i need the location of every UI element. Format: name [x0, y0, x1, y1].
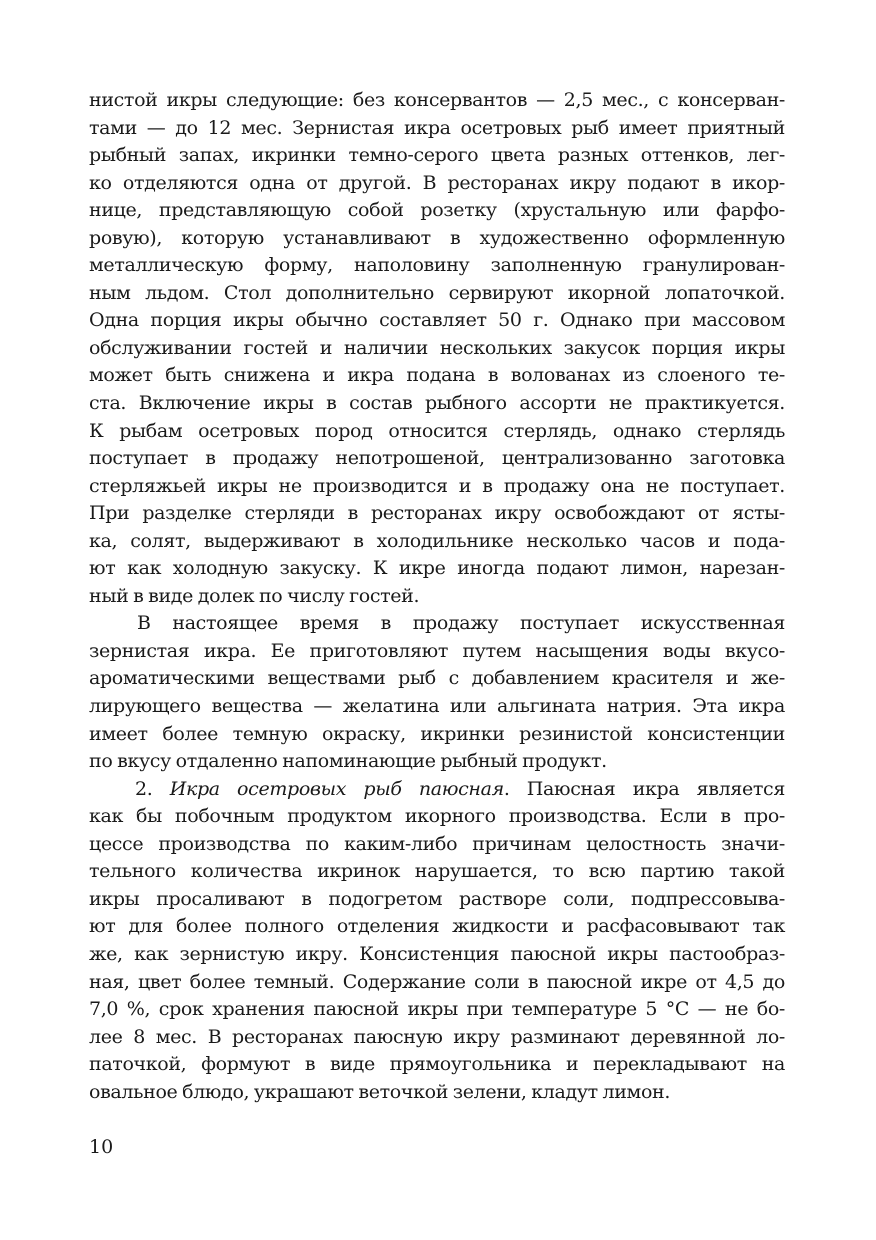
text-line: же, как зернистую икру. Консистенция паюсной икры пастообраз-	[89, 942, 785, 965]
text-line: как бы побочным продуктом икорного производства. Если в про-	[89, 805, 785, 828]
text-line: икры просаливают в подогретом растворе соли, подпрессовыва-	[89, 887, 785, 910]
text-line: ко отделяются одна от другой. В ресторанах икру подают в икор-	[89, 171, 785, 194]
section-number: 2.	[135, 777, 153, 800]
page-number: 10	[89, 1136, 114, 1158]
section-title: Икра осетровых рыб паюсная	[169, 777, 504, 800]
text-line: зернистая икра. Ее приготовляют путем насыщения воды вкусо-	[89, 639, 785, 662]
text-line: лирующего вещества — желатина или альгината натрия. Эта икра	[89, 695, 785, 718]
text-line: В настоящее время в продажу поступает искусственная	[137, 612, 785, 635]
text-line: овальное блюдо, украшают веточкой зелени, кладут лимон.	[89, 1080, 671, 1103]
text-line: При разделке стерляди в ресторанах икру освобождают от ясты-	[89, 502, 785, 525]
body-text	[89, 87, 785, 1106]
text-line: рыбный запах, икринки темно-серого цвета разных оттенков, лег-	[89, 144, 785, 167]
text-line: 7,0 %, срок хранения паюсной икры при температуре 5 °С — не бо-	[89, 998, 785, 1021]
section-lead-text: . Паюсная икра является	[503, 777, 785, 800]
text-line: нице, представляющую собой розетку (хрустальную или фарфо-	[89, 199, 785, 222]
text-line: стерляжьей икры не производится и в продажу она не поступает.	[89, 474, 785, 497]
text-line: ная, цвет более темный. Содержание соли в паюсной икре от 4,5 до	[89, 970, 785, 993]
text-line: металлическую форму, наполовину заполненную гранулирован-	[89, 254, 785, 277]
section-heading-line	[89, 776, 785, 804]
text-line: тами — до 12 мес. Зернистая икра осетровых рыб имеет приятный	[89, 116, 785, 139]
text-line: ют как холодную закуску. К икре иногда подают лимон, нарезан-	[89, 557, 785, 580]
text-line: Одна порция икры обычно составляет 50 г. Однако при массовом	[89, 309, 785, 332]
text-line: ароматическими веществами рыб с добавлением красителя и же-	[89, 667, 785, 690]
text-line: паточкой, формуют в виде прямоугольника и перекладывают на	[89, 1053, 785, 1076]
text-line: ка, солят, выдерживают в холодильнике несколько часов и пода-	[89, 529, 785, 552]
text-line: ровую), которую устанавливают в художественно оформленную	[89, 226, 785, 249]
text-line: ют для более полного отделения жидкости и расфасовывают так	[89, 915, 785, 938]
text-line: поступает в продажу непотрошеной, централизованно заготовка	[89, 447, 785, 470]
text-line: по вкусу отдаленно напоминающие рыбный продукт.	[89, 750, 607, 773]
text-line: тельного количества икринок нарушается, то всю партию такой	[89, 860, 785, 883]
text-line: К рыбам осетровых пород относится стерлядь, однако стерлядь	[89, 419, 785, 442]
text-line: имеет более темную окраску, икринки резинистой консистенции	[89, 722, 785, 745]
text-line: нистой икры следующие: без консервантов — 2,5 мес., с консерван-	[89, 89, 785, 111]
text-line: ным льдом. Стол дополнительно сервируют икорной лопаточкой.	[89, 281, 785, 304]
text-line: ста. Включение икры в состав рыбного ассорти не практикуется.	[89, 392, 785, 415]
text-line: ный в виде долек по числу гостей.	[89, 584, 420, 607]
text-line: обслуживании гостей и наличии нескольких закусок порция икры	[89, 336, 785, 359]
text-line: цессе производства по каким-либо причинам целостность значи-	[89, 832, 785, 855]
text-line: может быть снижена и икра подана в волованах из слоеного те-	[89, 364, 785, 387]
text-line: лее 8 мес. В ресторанах паюсную икру разминают деревянной ло-	[89, 1025, 785, 1048]
